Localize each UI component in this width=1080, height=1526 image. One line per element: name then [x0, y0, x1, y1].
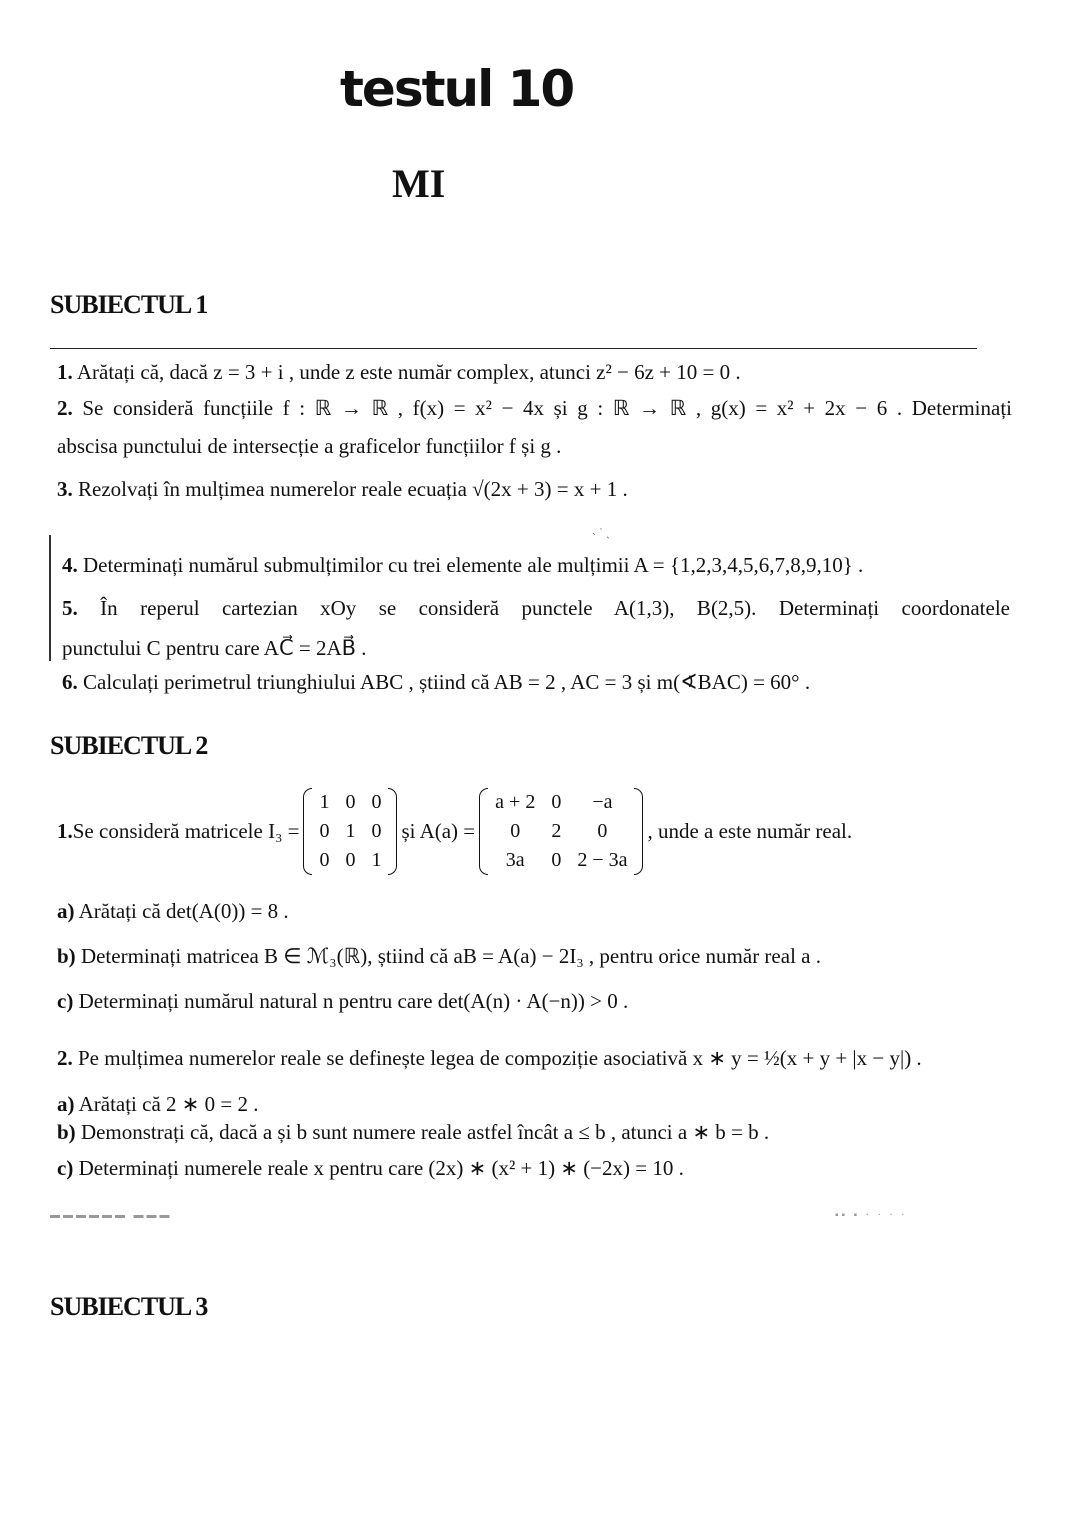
matrix-I3	[303, 788, 397, 875]
scan-artifact: ▬▬▬▬▬▬ ▬▬▬	[50, 1210, 173, 1221]
section-heading-3: SUBIECTUL 3	[50, 1292, 208, 1321]
item-text: Determinați numărul natural n pentru care det(A(n) · A(−n)) > 0 .	[73, 989, 629, 1013]
problem-1-5-cont	[62, 636, 367, 661]
item-text: Calculați perimetrul triunghiului ABC , știind că AB = 2 , AC = 3 și m(∢BAC) = 60° .	[77, 670, 811, 694]
problem-1-4	[62, 553, 863, 578]
problem-1-6	[62, 670, 810, 695]
item-number: c)	[57, 1156, 74, 1180]
problem-1-1	[57, 360, 741, 385]
section-heading-2: SUBIECTUL 2	[50, 731, 208, 760]
problem-2-1a	[57, 899, 289, 924]
item-text: În reperul cartezian xOy se consideră punctele A(1,3), B(2,5). Determinați coordonatele	[77, 596, 1010, 620]
item-text: Se consideră funcțiile f : ℝ → ℝ , f(x) = x² − 4x și g : ℝ → ℝ , g(x) = x² + 2x − 6 . Determinați	[72, 396, 1012, 420]
item-text: Arătați că det(A(0)) = 8 .	[74, 899, 289, 923]
problem-2-2c	[57, 1156, 684, 1181]
matrix-cell: −a	[592, 791, 613, 813]
item-text: și A(a) =	[401, 819, 476, 843]
item-number: a)	[57, 1092, 75, 1116]
item-text: Determinați numărul submulțimilor cu trei elemente ale mulțimii A = {1,2,3,4,5,6,7,8,9,10} .	[77, 553, 864, 577]
item-number: 5.	[62, 596, 78, 620]
divider	[50, 348, 977, 349]
matrix-cell: 0	[551, 791, 562, 813]
matrix-cell: 0	[510, 820, 521, 842]
item-number: 6.	[62, 670, 78, 694]
margin-bar	[49, 535, 51, 661]
problem-1-3	[57, 477, 628, 502]
item-number: 3.	[57, 477, 73, 501]
item-number: 4.	[62, 553, 78, 577]
matrix-cell: 0	[551, 849, 562, 871]
matrix-A	[479, 788, 643, 875]
problem-2-2a	[57, 1092, 258, 1117]
matrix-cell: 0	[319, 849, 330, 871]
section-heading-1: SUBIECTUL 1	[50, 290, 208, 319]
matrix-cell: 1	[319, 791, 330, 813]
item-text: Demonstrați că, dacă a și b sunt numere reale astfel încât a ≤ b , atunci a ∗ b = b .	[75, 1120, 770, 1144]
matrix-cell: a + 2	[495, 791, 536, 813]
item-number: a)	[57, 899, 75, 923]
matrix-cell: 3a	[505, 849, 525, 871]
problem-2-2	[57, 1046, 922, 1071]
problem-1-5	[62, 596, 1010, 621]
matrix-cell: 2 − 3a	[577, 849, 628, 871]
item-number: 1.	[57, 819, 73, 843]
problem-1-2	[57, 396, 1012, 421]
item-text: Se consideră matricele I₃ =	[72, 819, 300, 843]
item-text: Determinați numerele reale x pentru care (2x) ∗ (x² + 1) ∗ (−2x) = 10 .	[73, 1156, 684, 1180]
problem-1-2-cont	[57, 434, 561, 459]
page-subtitle: MI	[392, 161, 446, 206]
problem-2-1b	[57, 944, 821, 969]
item-text: , unde a este număr real.	[647, 819, 853, 843]
item-text: Pe mulțimea numerelor reale se definește legea de compoziție asociativă x ∗ y = ½(x + y + |x − y|) .	[72, 1046, 922, 1070]
matrix-cell: 0	[371, 820, 382, 842]
matrix-cell: 0	[597, 820, 608, 842]
item-number: b)	[57, 1120, 76, 1144]
item-number: 1.	[57, 360, 73, 384]
item-text: Rezolvați în mulțimea numerelor reale ecuația √(2x + 3) = x + 1 .	[72, 477, 628, 501]
problem-2-2b	[57, 1120, 769, 1145]
matrix-cell: 1	[345, 820, 356, 842]
item-text: punctului C pentru care AC⃗ = 2AB⃗ .	[62, 636, 367, 660]
matrix-cell: 1	[371, 849, 382, 871]
item-number: 2.	[57, 1046, 73, 1070]
item-text: abscisa punctului de intersecție a graficelor funcțiilor f și g .	[57, 434, 562, 458]
matrix-cell: 0	[345, 791, 356, 813]
item-number: 2.	[57, 396, 73, 420]
page-title: testul 10	[340, 60, 574, 118]
item-text: Arătați că 2 ∗ 0 = 2 .	[74, 1092, 259, 1116]
matrix-cell: 2	[551, 820, 562, 842]
item-text: Arătați că, dacă z = 3 + i , unde z este număr complex, atunci z² − 6z + 10 = 0 .	[72, 360, 741, 384]
matrix-cell: 0	[345, 849, 356, 871]
scan-artifact: ▪▪ ▪ · · · ·	[835, 1210, 908, 1221]
matrix-cell: 0	[319, 820, 330, 842]
item-number: b)	[57, 944, 76, 968]
matrix-cell: 0	[371, 791, 382, 813]
problem-2-1c	[57, 989, 628, 1014]
item-number: c)	[57, 989, 74, 1013]
scan-artifact: ˴ ˙ ˏ	[592, 525, 610, 539]
item-text: Determinați matricea B ∈ ℳ₃(ℝ), știind că aB = A(a) − 2I₃ , pentru orice număr real a .	[75, 944, 821, 968]
problem-2-1	[57, 788, 852, 875]
